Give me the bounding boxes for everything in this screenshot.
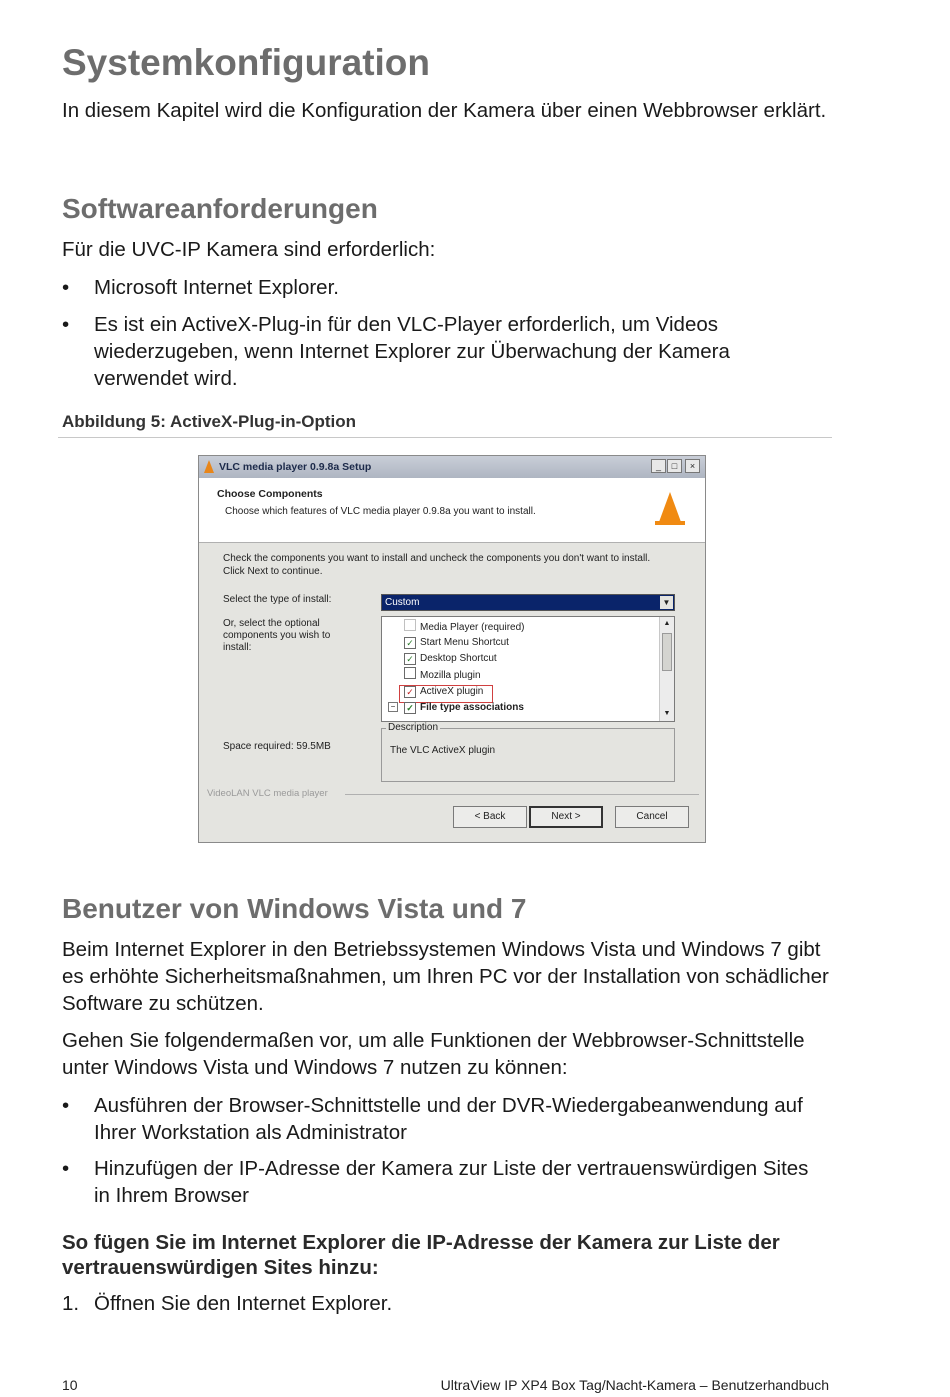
checkbox-checked[interactable]: ✓ bbox=[404, 686, 416, 698]
description-label: Description bbox=[388, 722, 439, 733]
tree-expander-icon[interactable]: − bbox=[388, 702, 398, 712]
vlc-cone-icon bbox=[204, 460, 214, 473]
scroll-down-icon[interactable]: ▼ bbox=[663, 710, 671, 717]
space-required: Space required: 59.5MB bbox=[223, 741, 331, 752]
bullet-marker: • bbox=[62, 1157, 70, 1180]
chevron-down-icon[interactable]: ▼ bbox=[660, 596, 673, 609]
vista-paragraph-2: Gehen Sie folgendermaßen vor, um alle Funktionen der Webbrowser-Schnittstelle unter Windows Vista und Windows 7 nutzen zu können: bbox=[62, 1029, 805, 1079]
page-title: Systemkonfiguration bbox=[62, 42, 430, 83]
header-title: Choose Components bbox=[217, 488, 323, 500]
optional-components-label: Or, select the optional components you wish to install: bbox=[223, 618, 331, 653]
component-item[interactable] bbox=[404, 635, 509, 650]
scroll-thumb[interactable] bbox=[662, 633, 672, 671]
component-item[interactable] bbox=[404, 651, 497, 666]
section-heading-vista: Benutzer von Windows Vista und 7 bbox=[62, 893, 527, 924]
page-number: 10 bbox=[62, 1377, 78, 1393]
components-tree[interactable] bbox=[381, 616, 675, 722]
procedure-heading: So fügen Sie im Internet Explorer die IP-Adresse der Kamera zur Liste der vertrauenswürdigen Sites hinzu: bbox=[62, 1231, 780, 1279]
cancel-button[interactable]: Cancel bbox=[615, 806, 689, 828]
checkbox-disabled bbox=[404, 619, 416, 631]
footer-doc-title: UltraView IP XP4 Box Tag/Nacht-Kamera – Benutzerhandbuch bbox=[440, 1377, 829, 1393]
checkbox-checked[interactable]: ✓ bbox=[404, 653, 416, 665]
dialog-titlebar bbox=[199, 456, 705, 478]
description-text: The VLC ActiveX plugin bbox=[390, 745, 496, 756]
step-text: Öffnen Sie den Internet Explorer. bbox=[94, 1292, 393, 1315]
bullet-text: Hinzufügen der IP-Adresse der Kamera zur Liste der vertrauenswürdigen Sites in Ihrem Browser bbox=[94, 1157, 809, 1207]
dialog-title: VLC media player 0.9.8a Setup bbox=[219, 461, 372, 473]
bullet-text: Ausführen der Browser-Schnittstelle und der DVR-Wiedergabeanwendung auf Ihrer Workstation als Administrator bbox=[94, 1094, 803, 1144]
bullet-marker: • bbox=[62, 276, 70, 299]
bullet-text: Es ist ein ActiveX-Plug-in für den VLC-Player erforderlich, um Videos wiederzugeben, wenn Internet Explorer zur Überwachung der Kamera verwendet wird. bbox=[94, 313, 730, 390]
checkbox-checked[interactable]: ✓ bbox=[404, 637, 416, 649]
component-label: Mozilla plugin bbox=[420, 670, 481, 681]
install-type-value: Custom bbox=[385, 597, 420, 608]
intro-paragraph: In diesem Kapitel wird die Konfiguration der Kamera über einen Webbrowser erklärt. bbox=[62, 99, 827, 122]
bullet-marker: • bbox=[62, 1094, 70, 1117]
description-group bbox=[381, 722, 675, 782]
bullet-text: Microsoft Internet Explorer. bbox=[94, 276, 339, 299]
tree-scrollbar[interactable] bbox=[659, 617, 674, 721]
component-item[interactable] bbox=[404, 619, 525, 634]
step-number: 1. bbox=[62, 1292, 80, 1315]
dialog-header bbox=[199, 478, 705, 543]
requirements-lead: Für die UVC-IP Kamera sind erforderlich: bbox=[62, 238, 436, 261]
header-subtitle: Choose which features of VLC media player 0.9.8a you want to install. bbox=[225, 506, 536, 517]
component-label: Desktop Shortcut bbox=[420, 653, 497, 664]
vlc-cone-icon bbox=[659, 492, 681, 522]
component-label: Start Menu Shortcut bbox=[420, 637, 509, 648]
scroll-up-icon[interactable]: ▲ bbox=[663, 620, 671, 627]
branding-text: VideoLAN VLC media player bbox=[207, 788, 328, 799]
close-button[interactable]: × bbox=[685, 459, 700, 473]
component-label: Media Player (required) bbox=[420, 622, 525, 633]
vista-paragraph-1: Beim Internet Explorer in den Betriebssystemen Windows Vista und Windows 7 gibt es erhöhte Sicherheitsmaßnahmen, um Ihren PC vor der Installation von schädlicher Software zu schützen. bbox=[62, 938, 829, 1015]
component-item[interactable] bbox=[404, 667, 481, 682]
next-button[interactable]: Next > bbox=[529, 806, 603, 828]
checkbox-unchecked[interactable] bbox=[404, 667, 416, 679]
component-label: File type associations bbox=[420, 702, 524, 713]
checkbox-checked[interactable]: ✓ bbox=[404, 702, 416, 714]
section-heading-software: Softwareanforderungen bbox=[62, 193, 378, 224]
dialog-instructions: Check the components you want to install and uncheck the components you don't want to install. Click Next to continue. bbox=[223, 553, 651, 577]
bullet-marker: • bbox=[62, 313, 70, 336]
vlc-cone-base bbox=[655, 521, 685, 525]
minimize-button[interactable]: _ bbox=[651, 459, 666, 473]
branding-divider bbox=[345, 794, 699, 795]
component-label: ActiveX plugin bbox=[420, 686, 484, 697]
caption-divider bbox=[58, 437, 832, 438]
install-type-select[interactable] bbox=[381, 594, 675, 611]
back-button[interactable]: < Back bbox=[453, 806, 527, 828]
component-item[interactable] bbox=[404, 700, 524, 715]
vlc-setup-dialog-figure bbox=[198, 455, 706, 843]
maximize-button[interactable]: □ bbox=[667, 459, 682, 473]
figure-caption: Abbildung 5: ActiveX-Plug-in-Option bbox=[62, 412, 357, 431]
install-type-label: Select the type of install: bbox=[223, 594, 332, 605]
